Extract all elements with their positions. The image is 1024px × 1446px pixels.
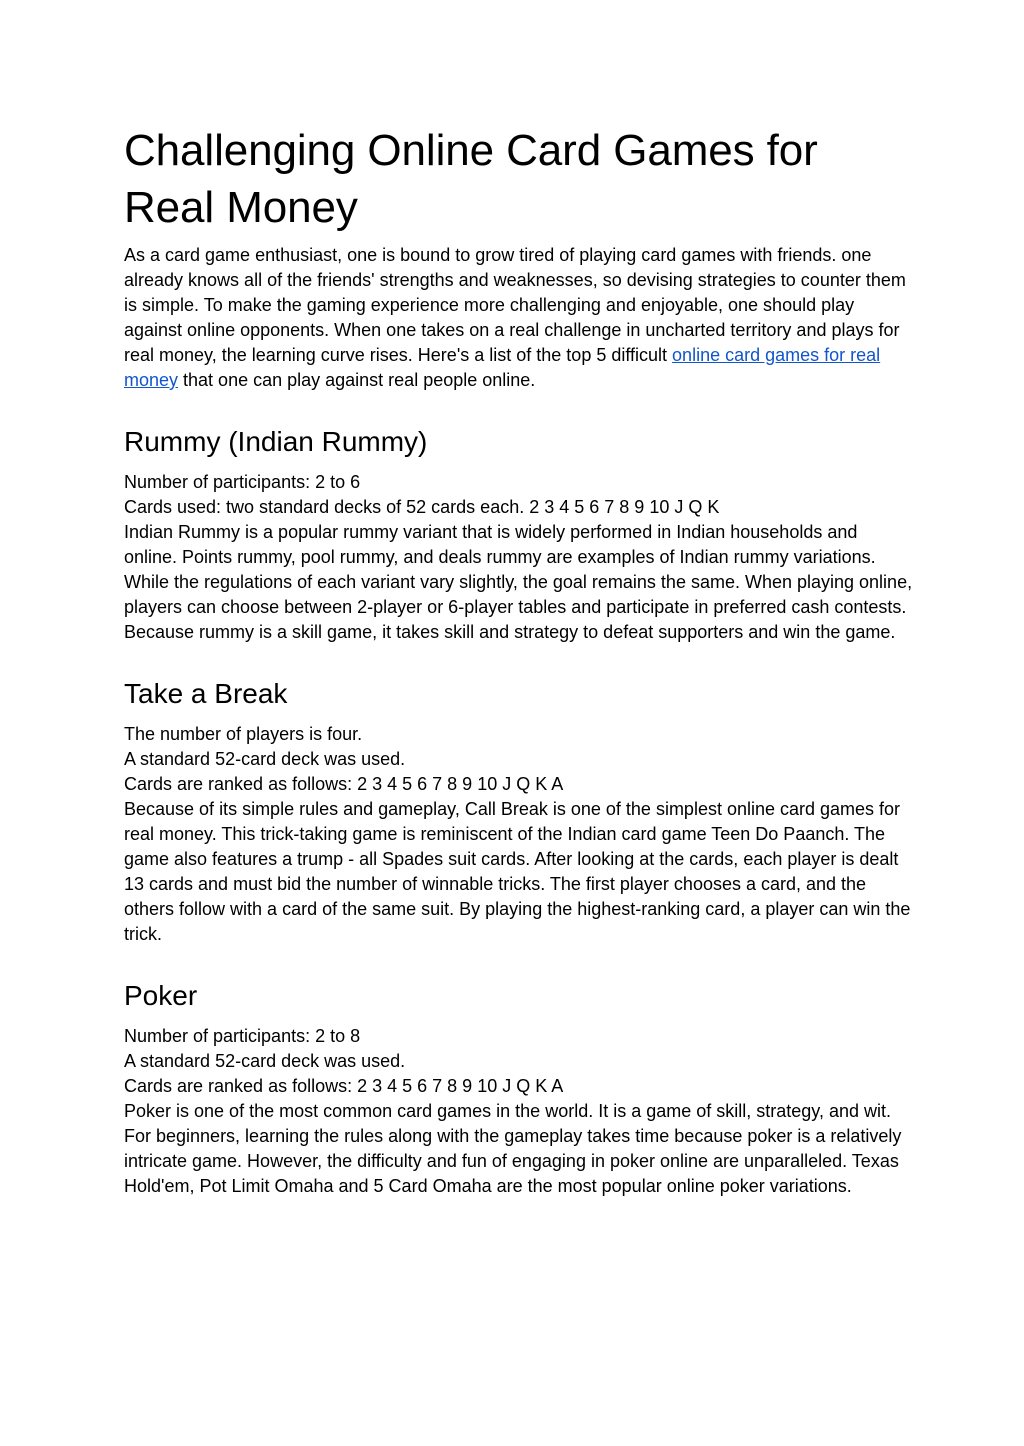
intro-text-after-link: that one can play against real people online. <box>178 370 536 390</box>
section-body <box>124 1024 914 1199</box>
deck-line: A standard 52-card deck was used. <box>124 749 406 769</box>
section-detail-line <box>124 722 914 947</box>
section-take-a-break <box>124 676 914 947</box>
section-paragraph: Because of its simple rules and gameplay, Call Break is one of the simplest online card games for real money. This trick-taking game is reminiscent of the Indian card game Teen Do Paanch. The game also features a trump - all Spades suit cards. After looking at the cards, each player is dealt 13 cards and must bid the number of winnable tricks. The first player chooses a card, and the others follow with a card of the same suit. By playing the highest-ranking card, a player can win the trick. <box>124 799 911 944</box>
intro-paragraph <box>124 243 914 393</box>
section-paragraph: Poker is one of the most common card games in the world. It is a game of skill, strategy, and wit. For beginners, learning the rules along with the gameplay takes time because poker is a relatively intricate game. However, the difficulty and fun of engaging in poker online are unparalleled. Texas Hold'em, Pot Limit Omaha and 5 Card Omaha are the most popular online poker variations. <box>124 1101 902 1196</box>
document-content <box>124 122 914 1199</box>
section-poker <box>124 978 914 1199</box>
section-detail-line <box>124 470 914 645</box>
document-title: Challenging Online Card Games for Real Money <box>124 126 818 232</box>
players-line: The number of players is four. <box>124 724 363 744</box>
ranking-line: Cards are ranked as follows: 2 3 4 5 6 7 8 9 10 J Q K A <box>124 774 564 794</box>
online-card-games-link[interactable]: online card games for real money <box>124 345 881 390</box>
cards-used-line: Cards used: two standard decks of 52 cards each. 2 3 4 5 6 7 8 9 10 J Q K <box>124 497 720 517</box>
section-heading: Rummy (Indian Rummy) <box>124 426 428 457</box>
section-body <box>124 722 914 947</box>
section-body <box>124 470 914 645</box>
section-heading: Take a Break <box>124 678 288 709</box>
section-heading: Poker <box>124 980 198 1011</box>
ranking-line: Cards are ranked as follows: 2 3 4 5 6 7 8 9 10 J Q K A <box>124 1076 564 1096</box>
section-paragraph: Indian Rummy is a popular rummy variant that is widely performed in Indian households and online. Points rummy, pool rummy, and deals rummy are examples of Indian rummy variations. While the regulations of each variant vary slightly, the goal remains the same. When playing online, players can choose between 2-player or 6-player tables and participate in preferred cash contests. Because rummy is a skill game, it takes skill and strategy to defeat supporters and win the game. <box>124 522 913 642</box>
section-detail-line <box>124 1024 914 1199</box>
intro-text-before-link: As a card game enthusiast, one is bound to grow tired of playing card games with friends. one already knows all of the friends' strengths and weaknesses, so devising strategies to counter them is simple. To make the gaming experience more challenging and enjoyable, one should play against online opponents. When one takes on a real challenge in uncharted territory and plays for real money, the learning curve rises. Here's a list of the top 5 difficult <box>124 245 906 365</box>
section-rummy <box>124 424 914 645</box>
participants-line: Number of participants: 2 to 6 <box>124 472 361 492</box>
participants-line: Number of participants: 2 to 8 <box>124 1026 361 1046</box>
deck-line: A standard 52-card deck was used. <box>124 1051 406 1071</box>
